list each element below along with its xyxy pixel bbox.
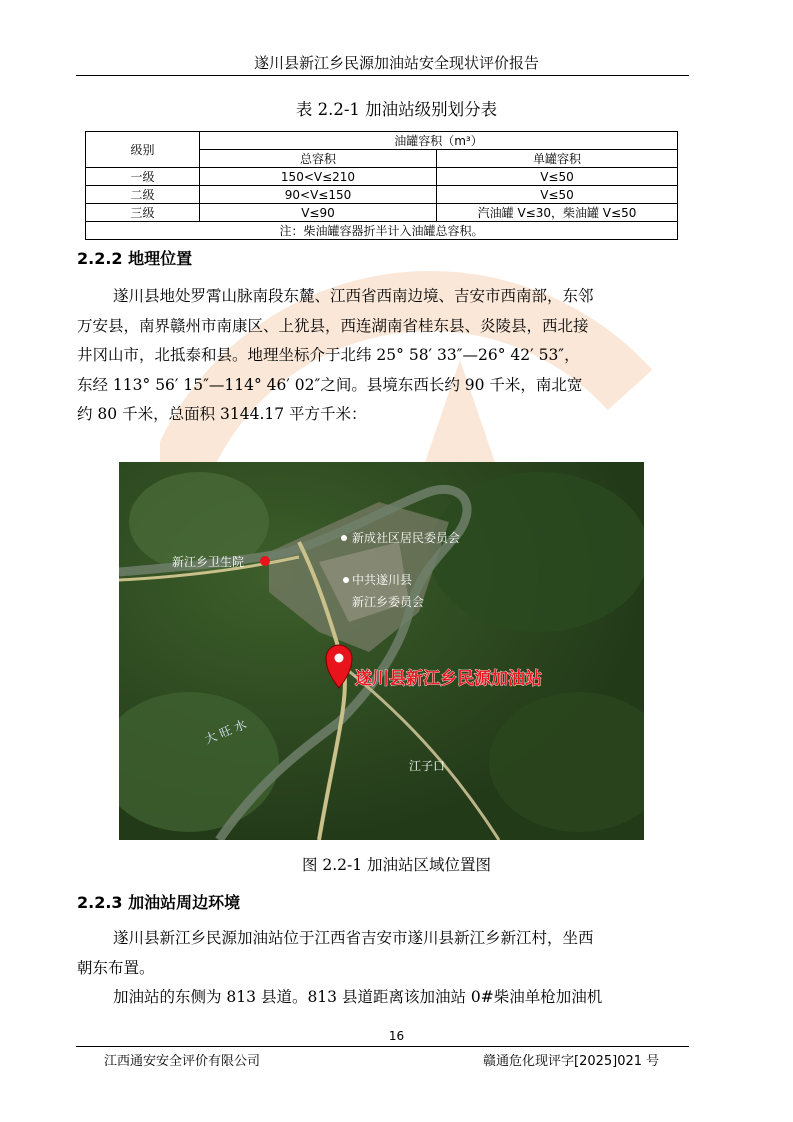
map-label-clinic: 新江乡卫生院 [172,555,245,569]
table-note: 注：柴油罐容器折半计入油罐总容积。 [86,222,678,240]
header-rule [76,75,689,76]
footer-company: 江西通安安全评价有限公司 [104,1054,261,1069]
table-caption: 表 2.2-1 加油站级别划分表 [295,100,498,119]
figure-caption: 图 2.2-1 加油站区域位置图 [301,856,492,874]
section-heading-location: 2.2.2 地理位置 [77,249,193,268]
grade-table [85,131,678,240]
cell-total: 90<V≤150 [200,186,437,204]
footer-rule [76,1046,689,1047]
location-map [119,462,644,840]
paragraph-line: 遂川县新江乡民源加油站位于江西省吉安市遂川县新江乡新江村，坐西 [113,929,594,947]
cell-single: V≤50 [437,168,678,186]
cell-single: V≤50 [437,186,678,204]
map-label-station: 遂川县新江乡民源加油站 [355,669,542,689]
paragraph-line: 加油站的东侧为 813 县道。813 县道距离该加油站 0#柴油单枪加油机 [113,988,603,1006]
surroundings-paragraph [77,924,687,1013]
cell-level: 三级 [86,204,200,222]
location-paragraph [77,282,687,430]
map-label-community: 新成社区居民委员会 [352,531,461,545]
paragraph-line: 万安县，南界赣州市南康区、上犹县，西连湖南省桂东县、炎陵县，西北接 [77,316,589,335]
satellite-image [119,462,644,840]
report-title: 遂川县新江乡民源加油站安全现状评价报告 [253,54,539,72]
header-total: 总容积 [200,150,437,168]
section-heading-surroundings: 2.2.3 加油站周边环境 [77,893,241,912]
cell-total: 150<V≤210 [200,168,437,186]
footer-doc-number: 赣通危化现评字[2025]021 号 [483,1054,660,1069]
header-level: 级别 [86,132,200,168]
cell-level: 一级 [86,168,200,186]
map-label-party-2: 新江乡委员会 [352,595,425,609]
community-icon [341,535,347,541]
cell-total: V≤90 [200,204,437,222]
clinic-icon [260,556,270,566]
table-row [86,168,678,186]
page-number: 16 [388,1029,405,1043]
party-icon [343,577,349,583]
table-row [86,186,678,204]
cell-single: 汽油罐 V≤30，柴油罐 V≤50 [437,204,678,222]
paragraph-line: 朝东布置。 [77,958,155,977]
paragraph-line: 遂川县地处罗霄山脉南段东麓、江西省西南边境、吉安市西南部，东邻 [113,287,594,305]
paragraph-line: 井冈山市，北抵泰和县。地理坐标介于北纬 25° 58′ 33″—26° 42′ 53″， [77,346,580,364]
map-label-river: 大 旺 水 [202,717,249,747]
map-label-party-1: 中共遂川县 [352,573,413,587]
paragraph-line: 约 80 千米，总面积 3144.17 平方千米： [77,405,367,423]
table-row [86,204,678,222]
cell-level: 二级 [86,186,200,204]
header-single: 单罐容积 [437,150,678,168]
paragraph-line: 东经 113° 56′ 15″—114° 46′ 02″之间。县境东西长约 90 千米，南北宽 [77,375,583,394]
header-capacity: 油罐容积（m³） [200,132,678,150]
map-label-jiangzikou: 江子口 [409,759,446,773]
